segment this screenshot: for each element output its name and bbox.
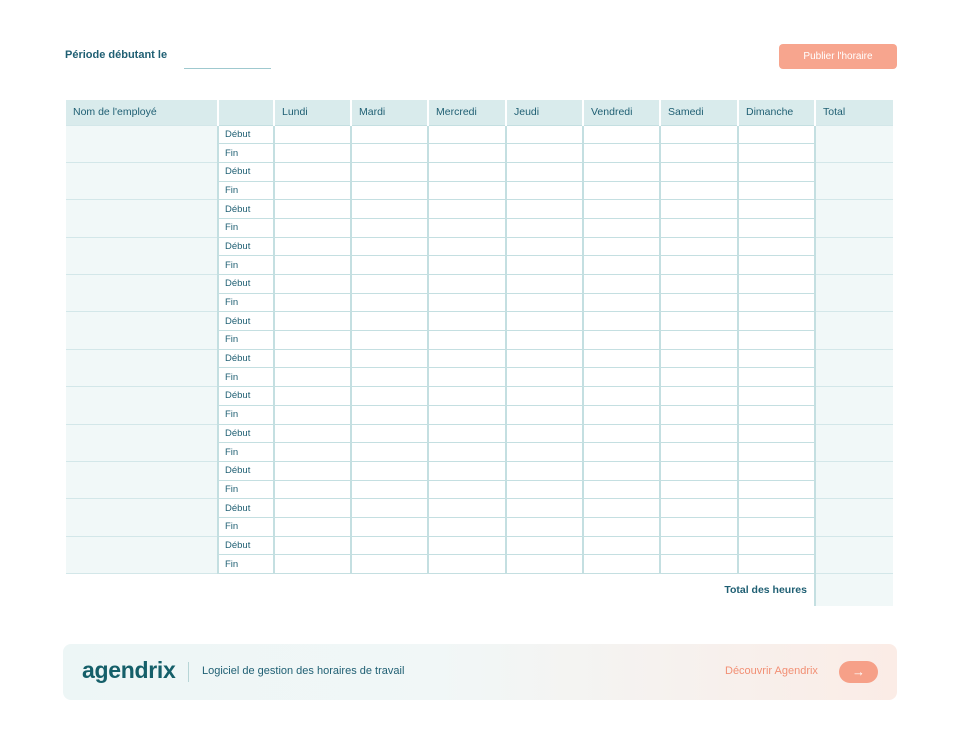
friday-start-cell[interactable] — [583, 499, 660, 518]
friday-end-cell[interactable] — [583, 555, 660, 574]
saturday-start-cell[interactable] — [660, 312, 738, 331]
banner-tagline: Logiciel de gestion des horaires de travail — [202, 665, 405, 677]
period-start-date-input[interactable] — [184, 52, 271, 69]
monday-end-cell[interactable] — [274, 144, 351, 163]
table-row — [66, 536, 893, 555]
saturday-end-cell[interactable] — [660, 405, 738, 424]
sunday-end-cell[interactable] — [738, 293, 815, 312]
employee-total-cell[interactable] — [815, 162, 893, 199]
end-label: Fin — [218, 256, 274, 275]
tuesday-end-cell[interactable] — [351, 331, 428, 350]
header-friday: Vendredi — [583, 100, 660, 125]
end-label: Fin — [218, 144, 274, 163]
wednesday-start-cell[interactable] — [428, 237, 506, 256]
monday-end-cell[interactable] — [274, 480, 351, 499]
wednesday-end-cell[interactable] — [428, 256, 506, 275]
monday-start-cell[interactable] — [274, 387, 351, 406]
friday-end-cell[interactable] — [583, 517, 660, 536]
schedule-body — [66, 125, 893, 606]
sunday-start-cell[interactable] — [738, 237, 815, 256]
thursday-start-cell[interactable] — [506, 162, 583, 181]
sunday-end-cell[interactable] — [738, 480, 815, 499]
wednesday-start-cell[interactable] — [428, 200, 506, 219]
thursday-start-cell[interactable] — [506, 499, 583, 518]
thursday-end-cell[interactable] — [506, 443, 583, 462]
tuesday-start-cell[interactable] — [351, 536, 428, 555]
monday-start-cell[interactable] — [274, 237, 351, 256]
header-saturday: Samedi — [660, 100, 738, 125]
monday-start-cell[interactable] — [274, 499, 351, 518]
monday-end-cell[interactable] — [274, 405, 351, 424]
wednesday-start-cell[interactable] — [428, 424, 506, 443]
wednesday-start-cell[interactable] — [428, 275, 506, 294]
employee-total-cell[interactable] — [815, 536, 893, 573]
wednesday-end-cell[interactable] — [428, 218, 506, 237]
saturday-start-cell[interactable] — [660, 349, 738, 368]
header-thursday: Jeudi — [506, 100, 583, 125]
monday-end-cell[interactable] — [274, 331, 351, 350]
table-row — [66, 125, 893, 144]
saturday-start-cell[interactable] — [660, 424, 738, 443]
saturday-start-cell[interactable] — [660, 387, 738, 406]
friday-start-cell[interactable] — [583, 237, 660, 256]
monday-start-cell[interactable] — [274, 162, 351, 181]
sunday-end-cell[interactable] — [738, 144, 815, 163]
tuesday-end-cell[interactable] — [351, 181, 428, 200]
wednesday-end-cell[interactable] — [428, 555, 506, 574]
monday-end-cell[interactable] — [274, 517, 351, 536]
end-label: Fin — [218, 331, 274, 350]
sunday-end-cell[interactable] — [738, 405, 815, 424]
monday-end-cell[interactable] — [274, 443, 351, 462]
friday-start-cell[interactable] — [583, 424, 660, 443]
wednesday-end-cell[interactable] — [428, 368, 506, 387]
employee-total-cell[interactable] — [815, 312, 893, 349]
wednesday-end-cell[interactable] — [428, 181, 506, 200]
sunday-start-cell[interactable] — [738, 125, 815, 144]
saturday-end-cell[interactable] — [660, 256, 738, 275]
end-label: Fin — [218, 293, 274, 312]
wednesday-end-cell[interactable] — [428, 331, 506, 350]
thursday-start-cell[interactable] — [506, 424, 583, 443]
saturday-start-cell[interactable] — [660, 536, 738, 555]
friday-start-cell[interactable] — [583, 349, 660, 368]
friday-end-cell[interactable] — [583, 405, 660, 424]
thursday-end-cell[interactable] — [506, 256, 583, 275]
employee-name-cell[interactable] — [66, 349, 218, 386]
sunday-start-cell[interactable] — [738, 536, 815, 555]
publish-schedule-button[interactable]: Publier l'horaire — [779, 44, 897, 69]
monday-start-cell[interactable] — [274, 275, 351, 294]
tuesday-end-cell[interactable] — [351, 443, 428, 462]
tuesday-end-cell[interactable] — [351, 480, 428, 499]
end-label: Fin — [218, 443, 274, 462]
table-row — [66, 200, 893, 219]
sunday-end-cell[interactable] — [738, 331, 815, 350]
table-row — [66, 349, 893, 368]
friday-start-cell[interactable] — [583, 536, 660, 555]
sunday-start-cell[interactable] — [738, 424, 815, 443]
employee-name-cell[interactable] — [66, 499, 218, 536]
tuesday-end-cell[interactable] — [351, 144, 428, 163]
friday-start-cell[interactable] — [583, 461, 660, 480]
wednesday-start-cell[interactable] — [428, 312, 506, 331]
wednesday-start-cell[interactable] — [428, 125, 506, 144]
total-hours-row — [66, 574, 893, 606]
sunday-end-cell[interactable] — [738, 181, 815, 200]
header-total: Total — [815, 100, 893, 125]
employee-name-cell[interactable] — [66, 162, 218, 199]
monday-start-cell[interactable] — [274, 349, 351, 368]
table-header-row — [66, 100, 893, 125]
start-label: Début — [218, 536, 274, 555]
tuesday-start-cell[interactable] — [351, 461, 428, 480]
tuesday-start-cell[interactable] — [351, 387, 428, 406]
wednesday-start-cell[interactable] — [428, 349, 506, 368]
wednesday-end-cell[interactable] — [428, 480, 506, 499]
employee-total-cell[interactable] — [815, 424, 893, 461]
saturday-end-cell[interactable] — [660, 443, 738, 462]
monday-start-cell[interactable] — [274, 125, 351, 144]
employee-total-cell[interactable] — [815, 349, 893, 386]
tuesday-end-cell[interactable] — [351, 517, 428, 536]
saturday-end-cell[interactable] — [660, 218, 738, 237]
table-row — [66, 162, 893, 181]
thursday-end-cell[interactable] — [506, 293, 583, 312]
thursday-start-cell[interactable] — [506, 461, 583, 480]
thursday-start-cell[interactable] — [506, 200, 583, 219]
monday-end-cell[interactable] — [274, 218, 351, 237]
discover-agendrix-link[interactable]: Découvrir Agendrix — [725, 665, 818, 677]
wednesday-start-cell[interactable] — [428, 536, 506, 555]
tuesday-start-cell[interactable] — [351, 349, 428, 368]
thursday-end-cell[interactable] — [506, 405, 583, 424]
employee-total-cell[interactable] — [815, 237, 893, 274]
thursday-end-cell[interactable] — [506, 517, 583, 536]
friday-start-cell[interactable] — [583, 200, 660, 219]
employee-name-cell[interactable] — [66, 237, 218, 274]
employee-total-cell[interactable] — [815, 499, 893, 536]
header-tuesday: Mardi — [351, 100, 428, 125]
tuesday-start-cell[interactable] — [351, 312, 428, 331]
banner-divider — [188, 662, 189, 682]
friday-end-cell[interactable] — [583, 181, 660, 200]
header-sunday: Dimanche — [738, 100, 815, 125]
tuesday-end-cell[interactable] — [351, 218, 428, 237]
monday-end-cell[interactable] — [274, 293, 351, 312]
saturday-end-cell[interactable] — [660, 480, 738, 499]
sunday-start-cell[interactable] — [738, 461, 815, 480]
header-wednesday: Mercredi — [428, 100, 506, 125]
saturday-end-cell[interactable] — [660, 181, 738, 200]
monday-end-cell[interactable] — [274, 181, 351, 200]
end-label: Fin — [218, 181, 274, 200]
saturday-end-cell[interactable] — [660, 331, 738, 350]
start-label: Début — [218, 275, 274, 294]
thursday-start-cell[interactable] — [506, 349, 583, 368]
employee-total-cell[interactable] — [815, 461, 893, 498]
thursday-end-cell[interactable] — [506, 181, 583, 200]
saturday-start-cell[interactable] — [660, 275, 738, 294]
schedule-table — [66, 100, 893, 606]
saturday-end-cell[interactable] — [660, 293, 738, 312]
grand-total-cell[interactable] — [815, 574, 893, 606]
friday-end-cell[interactable] — [583, 218, 660, 237]
sunday-end-cell[interactable] — [738, 256, 815, 275]
agendrix-logo: agendrix — [82, 657, 176, 683]
wednesday-start-cell[interactable] — [428, 162, 506, 181]
sunday-start-cell[interactable] — [738, 162, 815, 181]
monday-end-cell[interactable] — [274, 555, 351, 574]
tuesday-start-cell[interactable] — [351, 125, 428, 144]
total-hours-label: Total des heures — [66, 574, 815, 606]
friday-end-cell[interactable] — [583, 331, 660, 350]
start-label: Début — [218, 387, 274, 406]
tuesday-end-cell[interactable] — [351, 405, 428, 424]
employee-name-cell[interactable] — [66, 387, 218, 424]
monday-start-cell[interactable] — [274, 424, 351, 443]
wednesday-end-cell[interactable] — [428, 443, 506, 462]
friday-end-cell[interactable] — [583, 256, 660, 275]
period-label: Période débutant le — [65, 49, 168, 61]
arrow-right-icon[interactable]: → — [839, 661, 878, 683]
thursday-end-cell[interactable] — [506, 555, 583, 574]
sunday-start-cell[interactable] — [738, 200, 815, 219]
start-label: Début — [218, 125, 274, 144]
saturday-start-cell[interactable] — [660, 125, 738, 144]
sunday-start-cell[interactable] — [738, 499, 815, 518]
tuesday-end-cell[interactable] — [351, 293, 428, 312]
saturday-end-cell[interactable] — [660, 144, 738, 163]
saturday-start-cell[interactable] — [660, 200, 738, 219]
table-row — [66, 387, 893, 406]
saturday-start-cell[interactable] — [660, 162, 738, 181]
monday-start-cell[interactable] — [274, 461, 351, 480]
friday-start-cell[interactable] — [583, 312, 660, 331]
wednesday-end-cell[interactable] — [428, 144, 506, 163]
friday-end-cell[interactable] — [583, 144, 660, 163]
monday-end-cell[interactable] — [274, 368, 351, 387]
thursday-end-cell[interactable] — [506, 218, 583, 237]
table-row — [66, 424, 893, 443]
thursday-start-cell[interactable] — [506, 275, 583, 294]
end-label: Fin — [218, 555, 274, 574]
tuesday-start-cell[interactable] — [351, 237, 428, 256]
sunday-start-cell[interactable] — [738, 387, 815, 406]
wednesday-end-cell[interactable] — [428, 517, 506, 536]
employee-total-cell[interactable] — [815, 275, 893, 312]
thursday-end-cell[interactable] — [506, 480, 583, 499]
header-monday: Lundi — [274, 100, 351, 125]
employee-name-cell[interactable] — [66, 275, 218, 312]
start-label: Début — [218, 461, 274, 480]
sunday-start-cell[interactable] — [738, 275, 815, 294]
employee-name-cell[interactable] — [66, 312, 218, 349]
start-label: Début — [218, 162, 274, 181]
end-label: Fin — [218, 218, 274, 237]
friday-start-cell[interactable] — [583, 275, 660, 294]
end-label: Fin — [218, 517, 274, 536]
employee-name-cell[interactable] — [66, 536, 218, 573]
table-row — [66, 499, 893, 518]
tuesday-start-cell[interactable] — [351, 499, 428, 518]
sunday-end-cell[interactable] — [738, 555, 815, 574]
start-label: Début — [218, 237, 274, 256]
saturday-start-cell[interactable] — [660, 237, 738, 256]
sunday-end-cell[interactable] — [738, 368, 815, 387]
sunday-end-cell[interactable] — [738, 517, 815, 536]
monday-end-cell[interactable] — [274, 256, 351, 275]
header-employee-name: Nom de l'employé — [66, 100, 218, 125]
tuesday-start-cell[interactable] — [351, 424, 428, 443]
friday-start-cell[interactable] — [583, 387, 660, 406]
employee-name-cell[interactable] — [66, 461, 218, 498]
start-label: Début — [218, 424, 274, 443]
thursday-start-cell[interactable] — [506, 536, 583, 555]
end-label: Fin — [218, 405, 274, 424]
monday-start-cell[interactable] — [274, 312, 351, 331]
sunday-end-cell[interactable] — [738, 443, 815, 462]
saturday-end-cell[interactable] — [660, 517, 738, 536]
monday-start-cell[interactable] — [274, 200, 351, 219]
friday-start-cell[interactable] — [583, 162, 660, 181]
saturday-start-cell[interactable] — [660, 499, 738, 518]
start-label: Début — [218, 200, 274, 219]
tuesday-start-cell[interactable] — [351, 275, 428, 294]
agendrix-banner — [63, 644, 897, 700]
thursday-end-cell[interactable] — [506, 144, 583, 163]
header-type — [218, 100, 274, 125]
table-row — [66, 237, 893, 256]
thursday-start-cell[interactable] — [506, 125, 583, 144]
wednesday-start-cell[interactable] — [428, 461, 506, 480]
wednesday-start-cell[interactable] — [428, 499, 506, 518]
start-label: Début — [218, 349, 274, 368]
end-label: Fin — [218, 368, 274, 387]
sunday-end-cell[interactable] — [738, 218, 815, 237]
end-label: Fin — [218, 480, 274, 499]
start-label: Début — [218, 499, 274, 518]
friday-end-cell[interactable] — [583, 443, 660, 462]
table-row — [66, 312, 893, 331]
tuesday-end-cell[interactable] — [351, 368, 428, 387]
thursday-start-cell[interactable] — [506, 312, 583, 331]
saturday-start-cell[interactable] — [660, 461, 738, 480]
table-row — [66, 461, 893, 480]
employee-total-cell[interactable] — [815, 125, 893, 162]
table-row — [66, 275, 893, 294]
wednesday-end-cell[interactable] — [428, 293, 506, 312]
employee-name-cell[interactable] — [66, 200, 218, 237]
tuesday-start-cell[interactable] — [351, 200, 428, 219]
wednesday-end-cell[interactable] — [428, 405, 506, 424]
tuesday-end-cell[interactable] — [351, 555, 428, 574]
employee-name-cell[interactable] — [66, 125, 218, 162]
thursday-end-cell[interactable] — [506, 368, 583, 387]
thursday-start-cell[interactable] — [506, 237, 583, 256]
thursday-end-cell[interactable] — [506, 331, 583, 350]
friday-end-cell[interactable] — [583, 293, 660, 312]
start-label: Début — [218, 312, 274, 331]
sunday-start-cell[interactable] — [738, 312, 815, 331]
employee-name-cell[interactable] — [66, 424, 218, 461]
monday-start-cell[interactable] — [274, 536, 351, 555]
saturday-end-cell[interactable] — [660, 368, 738, 387]
tuesday-start-cell[interactable] — [351, 162, 428, 181]
thursday-start-cell[interactable] — [506, 387, 583, 406]
friday-end-cell[interactable] — [583, 368, 660, 387]
saturday-end-cell[interactable] — [660, 555, 738, 574]
tuesday-end-cell[interactable] — [351, 256, 428, 275]
sunday-start-cell[interactable] — [738, 349, 815, 368]
wednesday-start-cell[interactable] — [428, 387, 506, 406]
employee-total-cell[interactable] — [815, 200, 893, 237]
employee-total-cell[interactable] — [815, 387, 893, 424]
friday-start-cell[interactable] — [583, 125, 660, 144]
friday-end-cell[interactable] — [583, 480, 660, 499]
